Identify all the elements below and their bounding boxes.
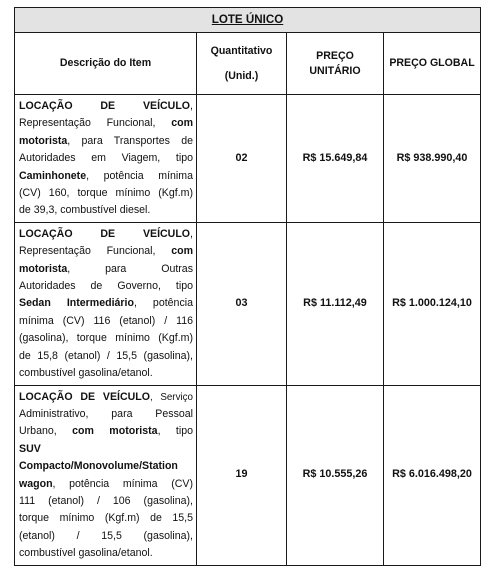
description-line xyxy=(19,261,193,278)
lote-unico-table xyxy=(14,7,481,566)
description-line xyxy=(19,313,193,330)
description-line xyxy=(19,458,193,475)
description-line xyxy=(19,295,193,312)
description-text: de 15,8 (etanol) / 15,5 (gasolina), xyxy=(19,349,193,362)
header-quantitativo-line1: Quantitativo xyxy=(210,44,273,57)
description-line xyxy=(19,243,193,260)
item-preco-global: R$ 938.990,40 xyxy=(384,95,481,223)
description-text: Sedan Intermediário xyxy=(19,297,134,310)
description-text: Urbano, xyxy=(19,425,73,438)
item-description xyxy=(15,385,197,565)
description-text: (CV) 160, torque mínimo (Kgf.m) xyxy=(19,187,193,200)
description-line xyxy=(19,423,193,440)
item-description xyxy=(15,222,197,385)
table-row xyxy=(15,222,481,385)
description-text: de 39,3, combustível diesel. xyxy=(19,204,151,217)
item-preco-unitario: R$ 15.649,84 xyxy=(287,95,384,223)
description-text: LOCAÇÃO DE VEÍCULO xyxy=(19,390,150,403)
description-line xyxy=(19,528,193,545)
item-quantitativo: 19 xyxy=(197,385,287,565)
description-text: , para Transportes de xyxy=(67,134,193,147)
description-text: mínima (CV) 116 (etanol) / 116 xyxy=(19,314,193,327)
item-preco-global: R$ 1.000.124,10 xyxy=(384,222,481,385)
header-quantitativo xyxy=(197,33,287,95)
description-text: combustível gasolina/etanol. xyxy=(19,547,153,560)
description-line xyxy=(19,545,193,562)
description-text: wagon xyxy=(19,477,53,490)
description-line xyxy=(19,389,193,406)
description-text: motorista xyxy=(19,134,68,147)
description-text: com motorista xyxy=(72,425,158,438)
description-line xyxy=(19,226,193,243)
header-preco-unitario-line1: PREÇO xyxy=(316,49,354,62)
description-line xyxy=(19,510,193,527)
description-line xyxy=(19,441,193,458)
description-text: , xyxy=(190,227,193,240)
description-text: (etanol) / 15,5 (gasolina), xyxy=(19,529,193,542)
description-text: LOCAÇÃO DE VEÍCULO xyxy=(19,100,191,112)
table-title xyxy=(15,8,481,33)
description-line xyxy=(19,406,193,423)
description-text: com xyxy=(171,117,193,130)
header-preco-global: PREÇO GLOBAL xyxy=(384,33,481,95)
description-text: , xyxy=(190,100,193,112)
description-text: 111 (etanol) / 106 (gasolina), xyxy=(19,494,193,507)
description-text: LOCAÇÃO DE VEÍCULO xyxy=(19,227,191,240)
description-line xyxy=(19,278,193,295)
description-text: Autoridades de Governo, tipo xyxy=(19,280,193,293)
item-description xyxy=(15,95,197,223)
description-line xyxy=(19,150,193,167)
description-text: , para Outras xyxy=(67,262,193,275)
description-text: , tipo xyxy=(157,425,194,438)
description-line xyxy=(19,168,193,185)
description-line xyxy=(19,185,193,202)
description-text: , Serviço xyxy=(150,391,193,403)
description-text: motorista xyxy=(19,262,68,275)
description-text: torque mínimo (Kgf.m) de 15,5 xyxy=(19,512,193,525)
description-text: SUV xyxy=(19,442,41,455)
description-text: (gasolina), torque mínimo (Kgf.m) xyxy=(19,332,193,345)
description-text: Compacto/Monovolume/Station xyxy=(19,460,178,473)
description-line xyxy=(19,330,193,347)
description-line xyxy=(19,476,193,493)
description-text: , potência mínima xyxy=(86,169,193,182)
header-descricao: Descrição do Item xyxy=(15,33,197,95)
item-preco-unitario: R$ 11.112,49 xyxy=(287,222,384,385)
header-preco-unitario xyxy=(287,33,384,95)
description-line xyxy=(19,348,193,365)
description-text: Autoridades em Viagem, tipo xyxy=(19,152,193,165)
header-quantitativo-line2: (Unid.) xyxy=(224,69,259,82)
item-preco-global: R$ 6.016.498,20 xyxy=(384,385,481,565)
description-line xyxy=(19,365,193,382)
description-line xyxy=(19,202,193,219)
description-text: , potência xyxy=(133,297,193,310)
description-line xyxy=(19,133,193,150)
item-quantitativo: 02 xyxy=(197,95,287,223)
item-quantitativo: 03 xyxy=(197,222,287,385)
description-text: Administrativo, para Pessoal xyxy=(19,407,193,420)
description-text: com xyxy=(171,245,193,258)
description-text: Representação Funcional, xyxy=(19,117,172,130)
description-line xyxy=(19,493,193,510)
header-preco-unitario-line2: UNITÁRIO xyxy=(309,64,361,77)
description-text: Caminhonete xyxy=(19,169,87,182)
description-text: , potência mínima (CV) xyxy=(52,477,193,490)
table-title-text: LOTE ÚNICO xyxy=(211,13,284,27)
item-preco-unitario: R$ 10.555,26 xyxy=(287,385,384,565)
description-line xyxy=(19,98,193,115)
table-row xyxy=(15,95,481,223)
description-text: combustível gasolina/etanol. xyxy=(19,367,153,380)
table-row xyxy=(15,385,481,565)
description-line xyxy=(19,115,193,132)
table-body xyxy=(15,95,481,566)
description-text: Representação Funcional, xyxy=(19,245,172,258)
